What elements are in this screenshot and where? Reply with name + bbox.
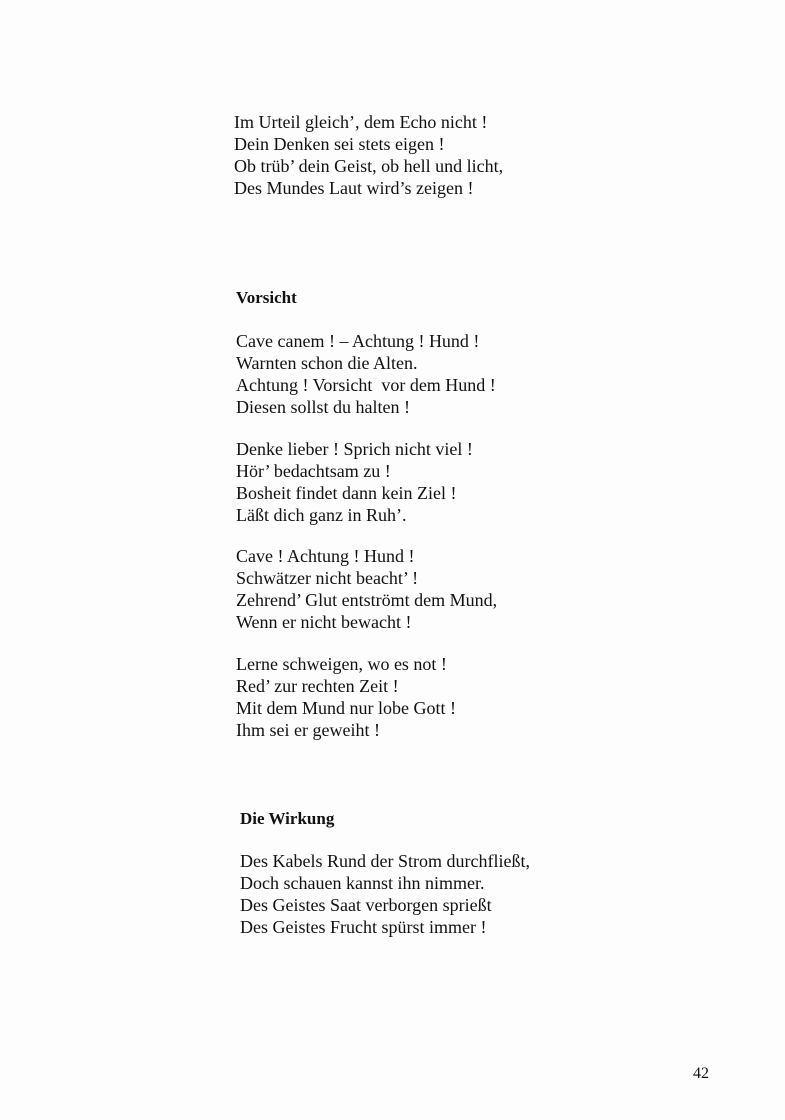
poem-line: Wenn er nicht bewacht ! xyxy=(236,612,412,632)
vorsicht-stanza-1 xyxy=(236,330,496,418)
poem-line: Des Mundes Laut wird’s zeigen ! xyxy=(234,178,474,198)
poem-line: Denke lieber ! Sprich nicht viel ! xyxy=(236,439,473,459)
page-number: 42 xyxy=(693,1065,709,1082)
vorsicht-stanza-3 xyxy=(236,545,497,633)
poem-line: Im Urteil gleich’, dem Echo nicht ! xyxy=(234,112,488,132)
poem-line: Doch schauen kannst ihn nimmer. xyxy=(240,873,485,893)
poem-line: Zehrend’ Glut entströmt dem Mund, xyxy=(236,590,498,610)
poem-line: Des Geistes Saat verborgen sprießt xyxy=(240,895,492,915)
intro-stanza xyxy=(234,111,503,199)
poem-line: Diesen sollst du halten ! xyxy=(236,397,410,417)
poem-line: Ihm sei er geweiht ! xyxy=(236,720,380,740)
poem-line: Ob trüb’ dein Geist, ob hell und licht, xyxy=(234,156,504,176)
poem-line: Mit dem Mund nur lobe Gott ! xyxy=(236,698,456,718)
poem-title-wirkung: Die Wirkung xyxy=(240,809,335,828)
poem-line: Bosheit findet dann kein Ziel ! xyxy=(236,483,457,503)
poem-line: Dein Denken sei stets eigen ! xyxy=(234,134,445,154)
poem-line: Cave canem ! – Achtung ! Hund ! xyxy=(236,331,480,351)
vorsicht-stanza-4 xyxy=(236,653,456,741)
wirkung-stanza-1 xyxy=(240,850,530,938)
poem-line: Red’ zur rechten Zeit ! xyxy=(236,676,399,696)
poem-title-vorsicht: Vorsicht xyxy=(236,288,297,307)
poem-line: Des Kabels Rund der Strom durchfließt, xyxy=(240,851,530,871)
poem-line: Des Geistes Frucht spürst immer ! xyxy=(240,917,487,937)
poem-line: Läßt dich ganz in Ruh’. xyxy=(236,505,407,525)
poem-line: Achtung ! Vorsicht vor dem Hund ! xyxy=(236,375,496,395)
poem-line: Cave ! Achtung ! Hund ! xyxy=(236,546,415,566)
poem-line: Lerne schweigen, wo es not ! xyxy=(236,654,447,674)
poem-line: Warnten schon die Alten. xyxy=(236,353,418,373)
vorsicht-stanza-2 xyxy=(236,438,473,526)
poem-line: Schwätzer nicht beacht’ ! xyxy=(236,568,419,588)
poem-line: Hör’ bedachtsam zu ! xyxy=(236,461,391,481)
